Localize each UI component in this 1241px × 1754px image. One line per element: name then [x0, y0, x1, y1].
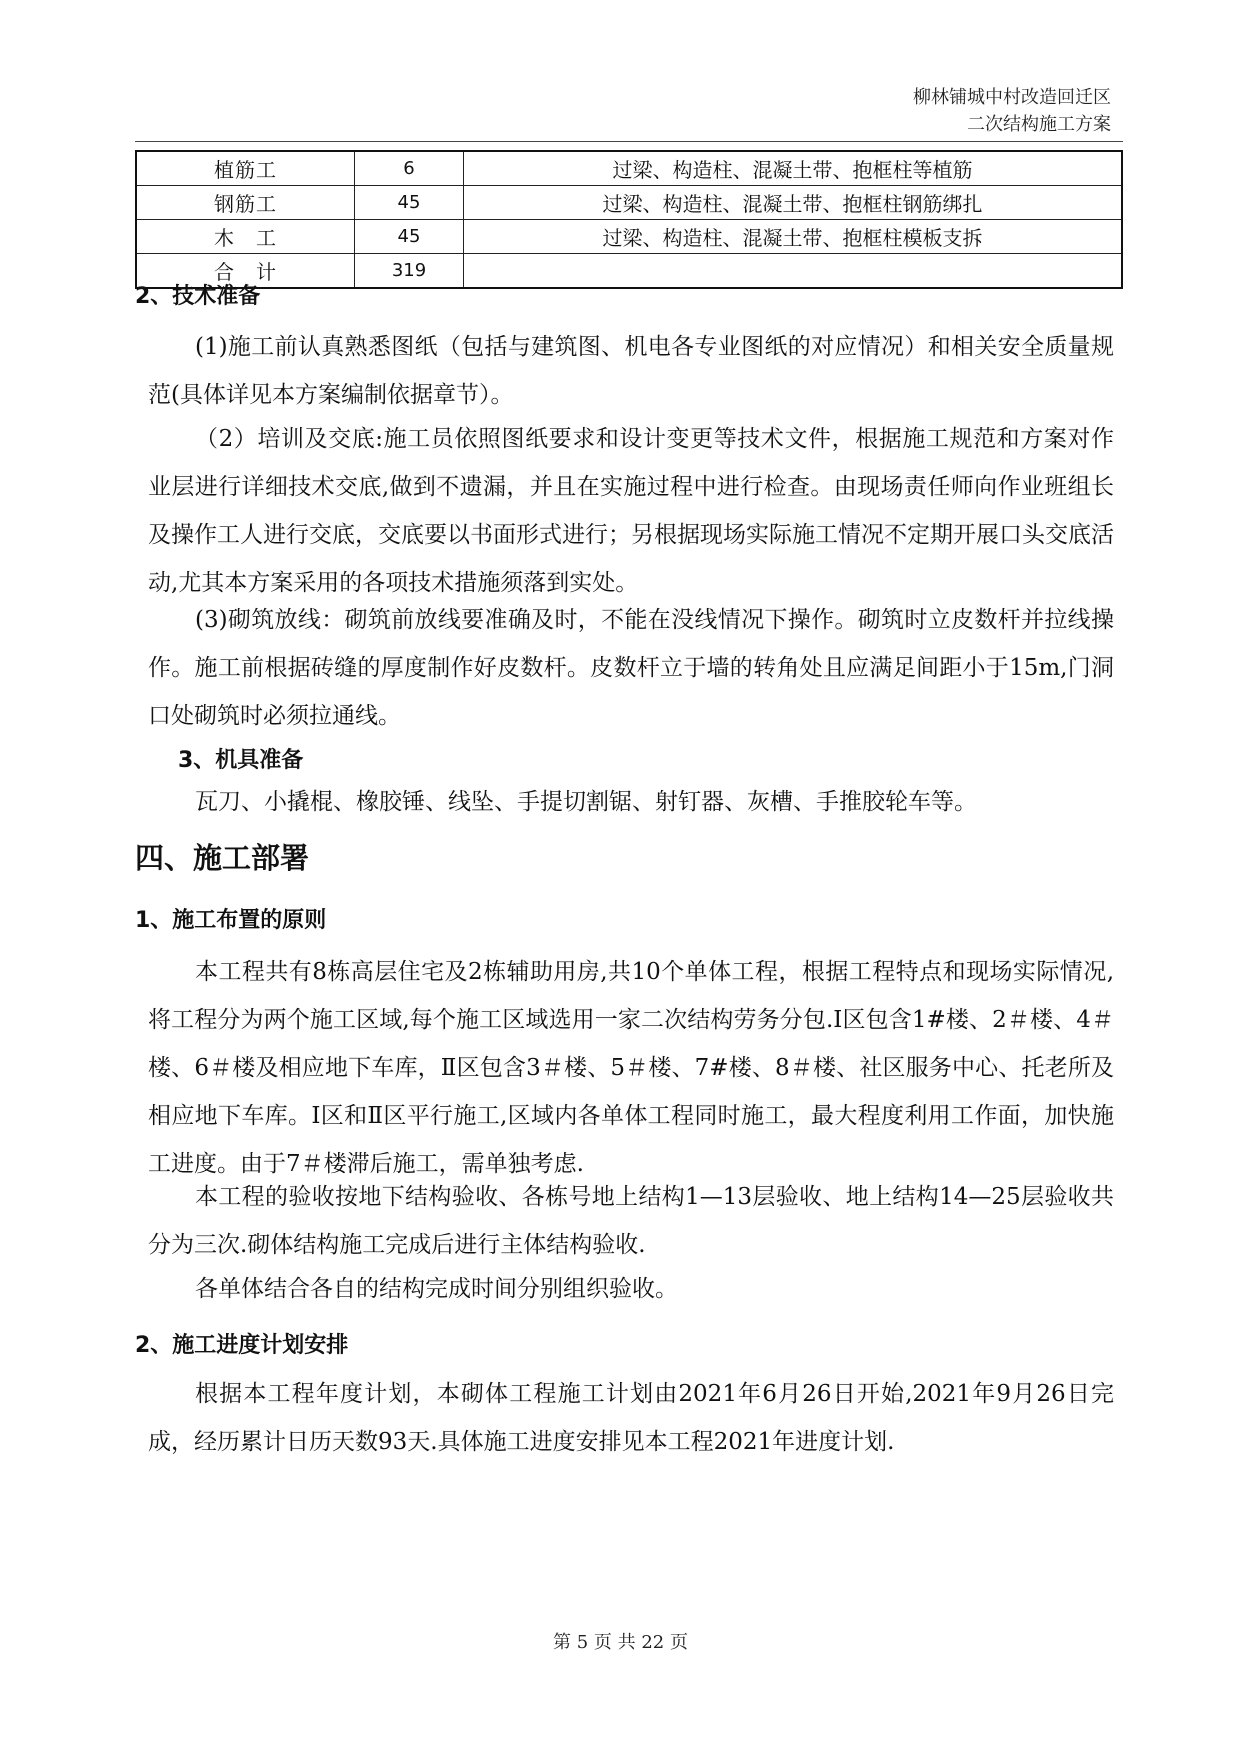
- paragraph-principle-3: 各单体结合各自的结构完成时间分别组织验收。: [195, 1276, 678, 1302]
- labor-table: [135, 150, 1123, 289]
- chapter-heading-deployment: 四、施工部署: [135, 841, 310, 875]
- table-row: [136, 186, 1122, 220]
- paragraph-principle-2: 本工程的验收按地下结构验收、各栋号地上结构1—13层验收、地上结构14—25层验收共分为三次.砌体结构施工完成后进行主体结构验收.: [148, 1184, 1114, 1258]
- table-cell-task: 过梁、构造柱、混凝土带、抱框柱模板支拆: [464, 220, 1123, 254]
- table-cell-task: 过梁、构造柱、混凝土带、抱框柱钢筋绑扎: [464, 186, 1123, 220]
- section-heading-tools: 3、机具准备: [178, 748, 304, 773]
- paragraph-schedule: 根据本工程年度计划，本砌体工程施工计划由2021年6月26日开始,2021年9月26日完成，经历累计日历天数93天.具体施工进度安排见本工程2021年进度计划.: [148, 1381, 1114, 1455]
- table-row: [136, 151, 1122, 186]
- table-cell-count: 6: [355, 151, 464, 186]
- header-rule: [135, 141, 1123, 142]
- paragraph-principle-1: 本工程共有8栋高层住宅及2栋辅助用房,共10个单体工程，根据工程特点和现场实际情况,将工程分为两个施工区域,每个施工区域选用一家二次结构劳务分包.I区包含1#楼、2＃楼、4＃楼、6＃楼及相应地下车库，Ⅱ区包含3＃楼、5＃楼、7#楼、8＃楼、社区服务中心、托老所及相应地下车库。I区和Ⅱ区平行施工,区域内各单体工程同时施工，最大程度利用工作面，加快施工进度。由于7＃楼滞后施工，需单独考虑.: [148, 959, 1114, 1177]
- paragraph-tech-prep-2: （2）培训及交底:施工员依照图纸要求和设计变更等技术文件，根据施工规范和方案对作业层进行详细技术交底,做到不遗漏，并且在实施过程中进行检查。由现场责任师向作业班组长及操作工人进行交底，交底要以书面形式进行；另根据现场实际施工情况不定期开展口头交底活动,尤其本方案采用的各项技术措施须落到实处。: [148, 426, 1114, 596]
- table-cell-type: 植筋工: [136, 151, 355, 186]
- table-row: [136, 220, 1122, 254]
- paragraph-tech-prep-3: (3)砌筑放线：砌筑前放线要准确及时，不能在没线情况下操作。砌筑时立皮数杆并拉线操作。施工前根据砖缝的厚度制作好皮数杆。皮数杆立于墙的转角处且应满足间距小于15m,门洞口处砌筑时必须拉通线。: [148, 607, 1114, 729]
- section-heading-principle: 1、施工布置的原则: [135, 908, 327, 933]
- section-heading-schedule: 2、施工进度计划安排: [135, 1333, 349, 1358]
- table-cell-count: 319: [355, 254, 464, 289]
- header-project-name: 柳林铺城中村改造回迁区: [913, 87, 1111, 108]
- table-cell-type: 合 计: [136, 254, 355, 289]
- document-header: [913, 84, 1111, 138]
- table-cell-type: 木 工: [136, 220, 355, 254]
- section-heading-tech-prep: 2、技术准备: [135, 284, 261, 309]
- table-cell-task: [464, 254, 1123, 289]
- table-row-total: [136, 254, 1122, 289]
- table-cell-task: 过梁、构造柱、混凝土带、抱框柱等植筋: [464, 151, 1123, 186]
- paragraph-tools: 瓦刀、小撬棍、橡胶锤、线坠、手提切割锯、射钉器、灰槽、手推胶轮车等。: [195, 789, 977, 815]
- table-cell-count: 45: [355, 220, 464, 254]
- header-document-title: 二次结构施工方案: [967, 114, 1111, 135]
- paragraph-tech-prep-1: (1)施工前认真熟悉图纸（包括与建筑图、机电各专业图纸的对应情况）和相关安全质量规范(具体详见本方案编制依据章节）。: [148, 334, 1114, 408]
- table-cell-count: 45: [355, 186, 464, 220]
- page-footer: 第 5 页 共 22 页: [553, 1632, 688, 1653]
- table-cell-type: 钢筋工: [136, 186, 355, 220]
